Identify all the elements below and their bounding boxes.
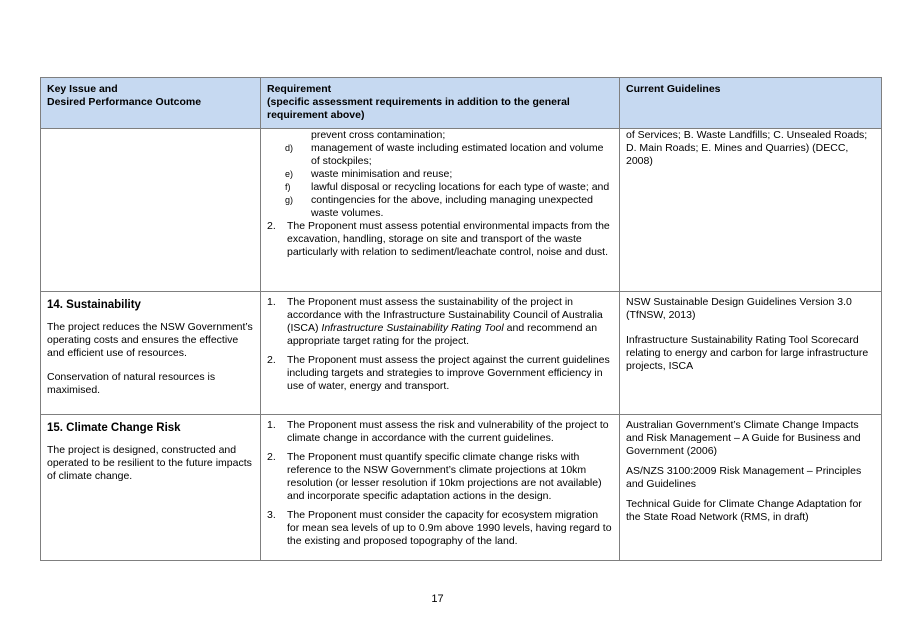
list-marker: 1.	[267, 419, 276, 431]
guideline-text: Infrastructure Sustainability Rating Tool Scorecard relating to energy and carbon for large infrastructure projects, ISCA	[626, 334, 869, 372]
waste-issue-cell	[41, 129, 261, 292]
header-requirement	[261, 78, 620, 129]
text-run: and recommend an appropriate target rating for the project.	[287, 322, 598, 347]
table-row-sustainability	[41, 292, 882, 415]
list-marker: 1.	[267, 296, 276, 308]
list-item-text: The Proponent must assess potential environmental impacts from the excavation, handling, storage on site and transport of the waste particularly with relation to sediment/leachate control, noise and dust.	[287, 220, 610, 258]
guideline-text: AS/NZS 3100:2009 Risk Management – Principles and Guidelines	[626, 465, 862, 490]
waste-subitems	[267, 129, 613, 220]
list-item	[267, 220, 613, 259]
list-item-text	[287, 296, 603, 347]
list-marker: 2.	[267, 354, 276, 366]
requirements-table	[40, 77, 882, 561]
sustainability-requirements	[267, 296, 613, 393]
section-title: 15. Climate Change Risk	[47, 422, 181, 434]
list-item-text: The Proponent must assess the project against the current guidelines including targets and strategies to improve Government efficiency in use of water, energy and transport.	[287, 354, 610, 392]
list-marker: 2.	[267, 220, 276, 232]
table-header-row	[41, 78, 882, 129]
outcome-text: The project reduces the NSW Government’s operating costs and ensures the effective and efficient use of resources.	[47, 321, 253, 359]
list-marker: 2.	[267, 451, 276, 463]
header-current-guidelines	[620, 78, 882, 129]
sustainability-requirement-cell	[261, 292, 620, 415]
guideline-text: Technical Guide for Climate Change Adaptation for the State Road Network (RMS, in draft)	[626, 498, 862, 523]
page-number: 17	[431, 593, 444, 605]
list-item	[267, 419, 613, 445]
header-key-issue-line2: Desired Performance Outcome	[47, 96, 202, 108]
list-item-text: The Proponent must consider the capacity for ecosystem migration for mean sea levels of up to 0.9m above 1990 levels, having regard to the existing and proposed topography of the land.	[287, 509, 612, 547]
tool-name: Infrastructure Sustainability Rating Tool	[321, 322, 504, 334]
list-marker: d)	[285, 143, 294, 153]
header-key-issue-line1: Key Issue and	[47, 83, 118, 95]
climate-issue-cell	[41, 415, 261, 561]
header-current-guidelines-text: Current Guidelines	[626, 83, 721, 95]
list-item-text: contingencies for the above, including managing unexpected waste volumes.	[311, 194, 593, 219]
header-requirement-line2: (specific assessment requirements in addition to the general requirement above)	[267, 96, 570, 121]
text-run: The Proponent must assess the sustainability of the project in accordance with the Infrastructure Sustainability Council of Australia (ISCA)	[287, 296, 603, 334]
outcome-text: Conservation of natural resources is maximised.	[47, 371, 216, 396]
list-item	[267, 168, 613, 181]
list-item	[267, 129, 613, 142]
list-marker: e)	[285, 169, 294, 179]
guideline-text: of Services; B. Waste Landfills; C. Unsealed Roads; D. Main Roads; E. Mines and Quarries) (DECC, 2008)	[626, 129, 868, 167]
list-marker: 3.	[267, 509, 276, 521]
list-item-text: The Proponent must quantify specific climate change risks with reference to the NSW Government’s climate projections at 10km resolution (or lesser resolution if 10km projections are not available) and incorporate specific adaptation actions in the design.	[287, 451, 602, 502]
sustainability-issue-cell	[41, 292, 261, 415]
list-item-text: The Proponent must assess the risk and vulnerability of the project to climate change in accordance with the current guidelines.	[287, 419, 609, 444]
list-item	[267, 509, 613, 548]
list-item	[267, 194, 613, 220]
list-item	[267, 354, 613, 393]
list-item-text: prevent cross contamination;	[311, 129, 446, 141]
table-row-waste	[41, 129, 882, 292]
waste-guidelines-cell	[620, 129, 882, 292]
outcome-text: The project is designed, constructed and operated to be resilient to the future impacts of climate change.	[47, 444, 252, 482]
guideline-text: NSW Sustainable Design Guidelines Version 3.0 (TfNSW, 2013)	[626, 296, 852, 321]
list-item	[267, 142, 613, 168]
list-item-text: lawful disposal or recycling locations for each type of waste; and	[311, 181, 610, 193]
list-item	[267, 451, 613, 503]
list-item-text: management of waste including estimated location and volume of stockpiles;	[311, 142, 604, 167]
list-marker: f)	[285, 182, 291, 192]
climate-requirements	[267, 419, 613, 548]
header-requirement-line1: Requirement	[267, 83, 332, 95]
header-key-issue	[41, 78, 261, 129]
list-item-text: waste minimisation and reuse;	[311, 168, 453, 180]
list-item	[267, 181, 613, 194]
climate-requirement-cell	[261, 415, 620, 561]
section-title: 14. Sustainability	[47, 299, 141, 311]
list-item	[267, 296, 613, 348]
waste-requirement-cell	[261, 129, 620, 292]
guideline-text: Australian Government’s Climate Change Impacts and Risk Management – A Guide for Business and Government (2006)	[626, 419, 861, 457]
table-row-climate	[41, 415, 882, 561]
sustainability-guidelines-cell	[620, 292, 882, 415]
waste-requirements	[267, 220, 613, 259]
climate-guidelines-cell	[620, 415, 882, 561]
list-marker: g)	[285, 195, 294, 205]
